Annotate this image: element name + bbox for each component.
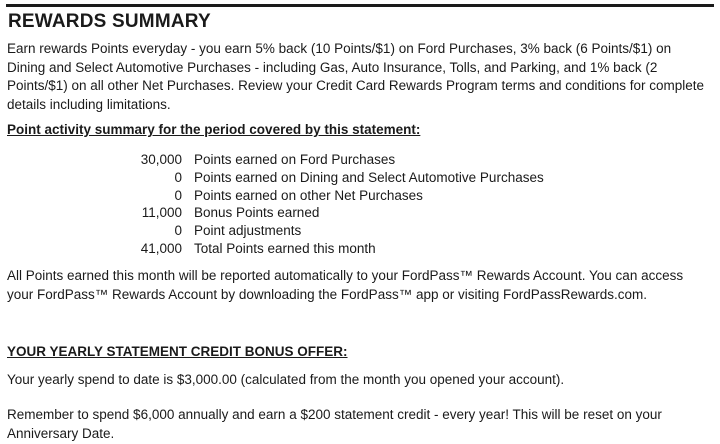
activity-row-ford xyxy=(120,151,544,169)
activity-row-dining xyxy=(120,169,544,187)
points-value: 30,000 xyxy=(140,152,182,167)
point-activity-table xyxy=(120,151,544,258)
points-value: 41,000 xyxy=(140,240,182,256)
points-label: Points earned on other Net Purchases xyxy=(194,187,423,203)
activity-row-other xyxy=(120,187,544,205)
bonus-reminder-text: Remember to spend $6,000 annually and earn a $200 statement credit - every year! This will be reset on your Anniversary Date. xyxy=(7,407,662,441)
activity-row-adjustments xyxy=(120,222,544,240)
points-label: Total Points earned this month xyxy=(194,240,376,256)
yearly-spend-text: Your yearly spend to date is $3,000.00 (calculated from the month you opened your account). xyxy=(7,372,565,387)
points-value: 0 xyxy=(174,187,182,203)
rewards-summary-title: REWARDS SUMMARY xyxy=(8,11,211,32)
top-rule xyxy=(6,4,714,7)
points-value: 0 xyxy=(174,223,182,239)
points-value: 0 xyxy=(174,169,182,185)
fordpass-note-paragraph: All Points earned this month will be reported automatically to your FordPass™ Rewards Account. You can access your FordPass™ Rewards Account by downloading the FordPass™ app or visiting FordPassRewards.com. xyxy=(7,268,684,302)
points-label: Bonus Points earned xyxy=(194,205,320,221)
points-label: Points earned on Dining and Select Automotive Purchases xyxy=(194,169,544,185)
points-label: Points earned on Ford Purchases xyxy=(194,152,396,167)
rewards-intro-paragraph: Earn rewards Points everyday - you earn 5% back (10 Points/$1) on Ford Purchases, 3% back (6 Points/$1) on Dining and Select Automotive Purchases - including Gas, Auto Insurance, Tolls, and Parking, and 1% back (2 Points/$1) on all other Net Purchases. Review your Credit Card Rewards Program terms and conditions for complete details including limitations. xyxy=(7,41,705,112)
bonus-offer-heading: YOUR YEARLY STATEMENT CREDIT BONUS OFFER: xyxy=(7,344,348,359)
points-label: Point adjustments xyxy=(194,223,302,239)
points-value: 11,000 xyxy=(141,205,182,221)
point-activity-heading: Point activity summary for the period covered by this statement: xyxy=(7,122,421,137)
activity-row-total xyxy=(120,240,544,258)
activity-row-bonus xyxy=(120,204,544,222)
